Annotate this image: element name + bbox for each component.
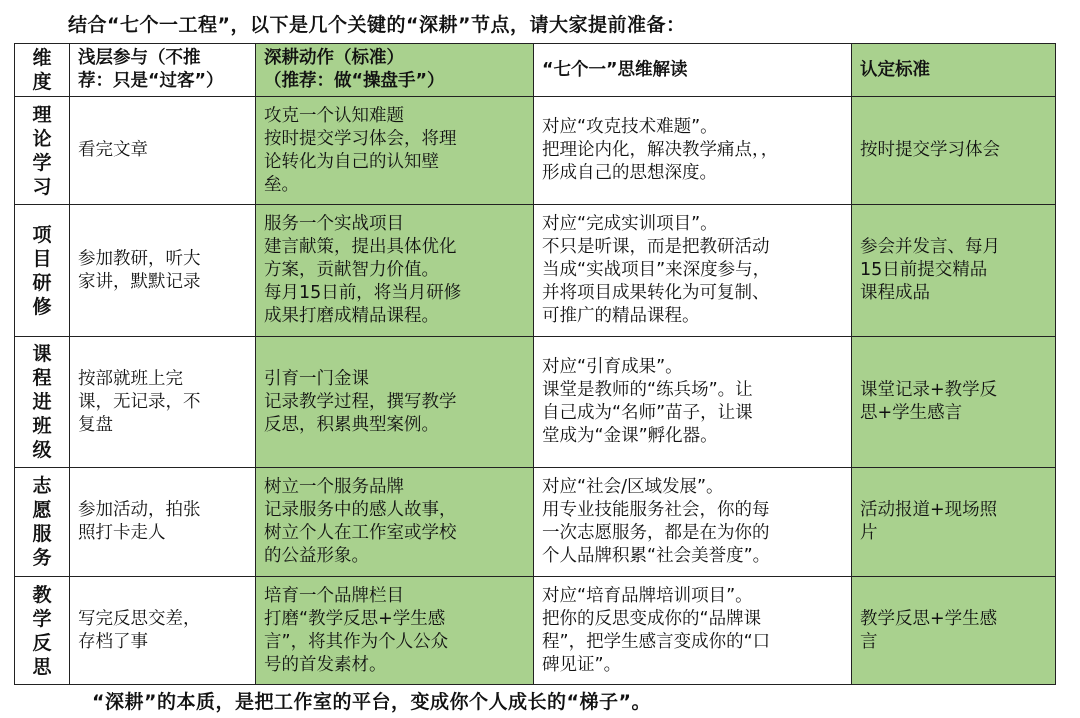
shallow-cell: 看完文章 [70,97,256,205]
standard-cell: 参会并发言、每月 15日前提交精品 课程成品 [852,205,1056,337]
shallow-cell: 参加教研，听大 家讲，默默记录 [70,205,256,337]
deep-cultivation-table [14,43,1056,685]
deep-cell: 树立一个服务品牌 记录服务中的感人故事， 树立个人在工作室或学校 的公益形象。 [256,468,534,577]
deep-cell: 引育一门金课 记录教学过程，撰写教学 反思，积累典型案例。 [256,337,534,468]
standard-cell: 课堂记录+教学反 思+学生感言 [852,337,1056,468]
standard-cell: 教学反思+学生感 言 [852,577,1056,685]
header-standard: 认定标准 [852,44,1056,97]
table-row [15,468,1056,577]
thinking-cell: 对应“完成实训项目”。 不只是听课，而是把教研活动 当成“实战项目”来深度参与， 并将项目成果转化为可复制、 可推广的精品课程。 [534,205,852,337]
thinking-cell: 对应“引育成果”。 课堂是教师的“练兵场”。让 自己成为“名师”苗子，让课 堂成为“金课”孵化器。 [534,337,852,468]
standard-cell: 按时提交学习体会 [852,97,1056,205]
table-row [15,205,1056,337]
closing-text: “深耕”的本质，是把工作室的平台，变成你个人成长的“梯子”。 [92,691,651,713]
thinking-cell: 对应“社会/区域发展”。 用专业技能服务社会，你的每 一次志愿服务，都是在为你的 个人品牌积累“社会美誉度”。 [534,468,852,577]
deep-cell: 攻克一个认知难题 按时提交学习体会，将理 论转化为自己的认知壁 垒。 [256,97,534,205]
shallow-cell: 参加活动，拍张 照打卡走人 [70,468,256,577]
dimension-cell: 教 学 反 思 [15,577,70,685]
deep-cell: 培育一个品牌栏目 打磨“教学反思+学生感 言”，将其作为个人公众 号的首发素材。 [256,577,534,685]
header-deep: 深耕动作（标准） （推荐：做“操盘手”） [256,44,534,97]
header-shallow: 浅层参与（不推 荐：只是“过客”） [70,44,256,97]
table-row [15,577,1056,685]
thinking-cell: 对应“培育品牌培训项目”。 把你的反思变成你的“品牌课 程”，把学生感言变成你的“口 碑见证”。 [534,577,852,685]
shallow-cell: 按部就班上完 课，无记录，不 复盘 [70,337,256,468]
standard-cell: 活动报道+现场照 片 [852,468,1056,577]
header-dimension: 维 度 [15,44,70,97]
table-header-row [15,44,1056,97]
dimension-cell: 课 程 进 班 级 [15,337,70,468]
dimension-cell: 志 愿 服 务 [15,468,70,577]
deep-cell: 服务一个实战项目 建言献策，提出具体优化 方案，贡献智力价值。 每月15日前，将当月研修 成果打磨成精品课程。 [256,205,534,337]
header-thinking: “七个一”思维解读 [534,44,852,97]
intro-text: 结合“七个一工程”，以下是几个关键的“深耕”节点，请大家提前准备： [68,14,686,36]
thinking-cell: 对应“攻克技术难题”。 把理论内化，解决教学痛点，， 形成自己的思想深度。 [534,97,852,205]
dimension-cell: 项 目 研 修 [15,205,70,337]
table-row [15,97,1056,205]
table-row [15,337,1056,468]
dimension-cell: 理 论 学 习 [15,97,70,205]
shallow-cell: 写完反思交差， 存档了事 [70,577,256,685]
